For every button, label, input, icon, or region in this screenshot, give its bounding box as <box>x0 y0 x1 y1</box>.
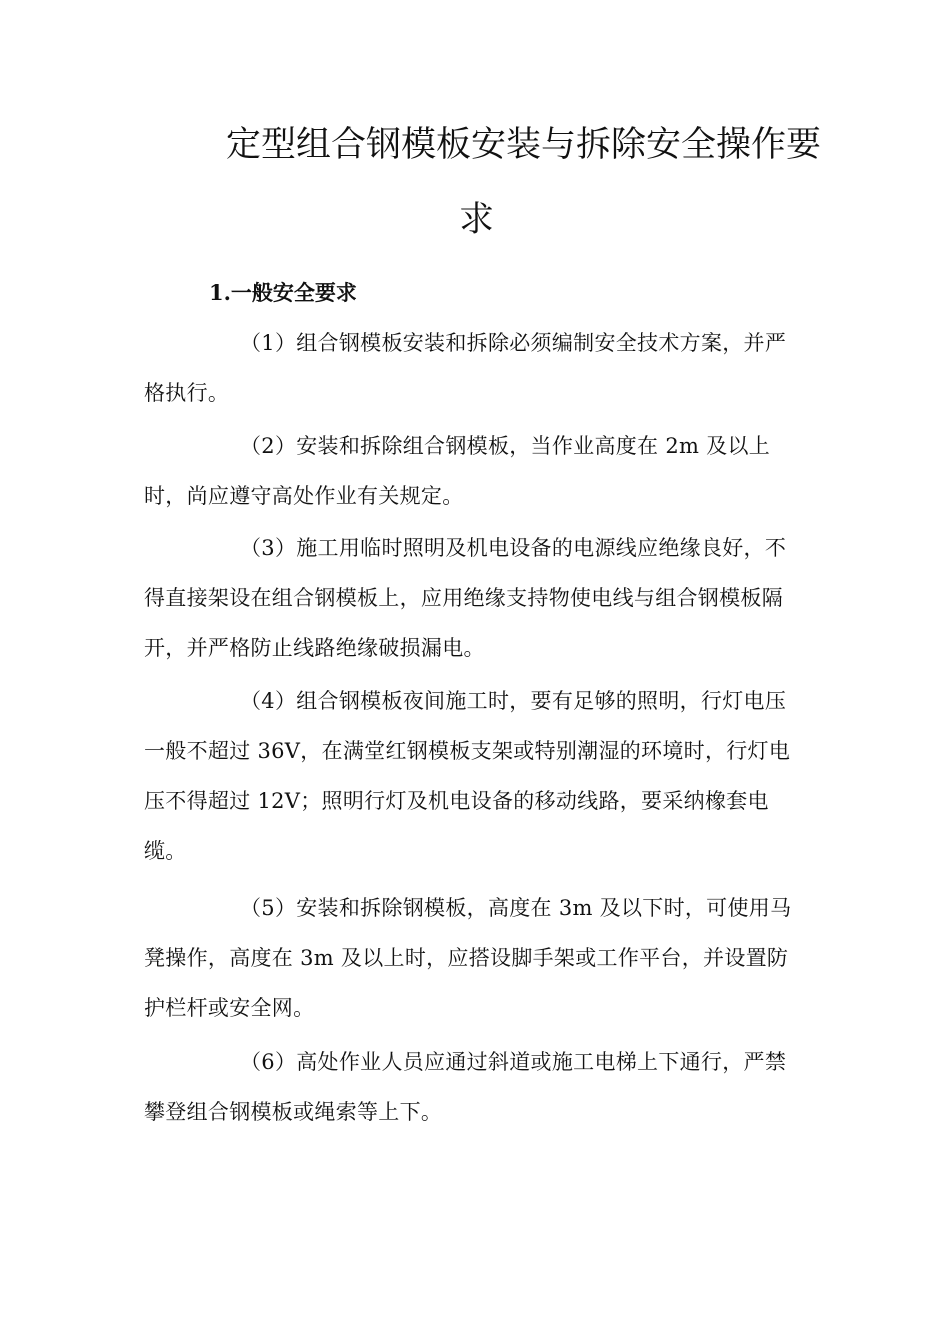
document-title-line-2: 求 <box>459 200 495 240</box>
section-heading: 1.一般安全要求 <box>209 280 357 305</box>
document-title-line-1: 定型组合钢模板安装与拆除安全操作要 <box>226 125 822 165</box>
paragraph-2: （2）安装和拆除组合钢模板，当作业高度在 2m 及以上时，尚应遵守高处作业有关规定。 <box>144 434 771 508</box>
paragraph-4: （4）组合钢模板夜间施工时，要有足够的照明，行灯电压一般不超过 36V，在满堂红钢模板支架或特别潮湿的环境时，行灯电压不得超过 12V；照明行灯及机电设备的移动线路，要采纳橡套电缆。 <box>144 689 791 863</box>
paragraph-6: （6）高处作业人员应通过斜道或施工电梯上下通行，严禁攀登组合钢模板或绳索等上下。 <box>144 1050 787 1124</box>
paragraph-3: （3）施工用临时照明及机电设备的电源线应绝缘良好，不得直接架设在组合钢模板上，应用绝缘支持物使电线与组合钢模板隔开，并严格防止线路绝缘破损漏电。 <box>144 536 787 660</box>
paragraph-1: （1）组合钢模板安装和拆除必须编制安全技术方案，并严格执行。 <box>144 331 787 405</box>
paragraph-5: （5）安装和拆除钢模板，高度在 3m 及以下时，可使用马凳操作，高度在 3m 及以上时，应搭设脚手架或工作平台，并设置防护栏杆或安全网。 <box>144 896 792 1020</box>
